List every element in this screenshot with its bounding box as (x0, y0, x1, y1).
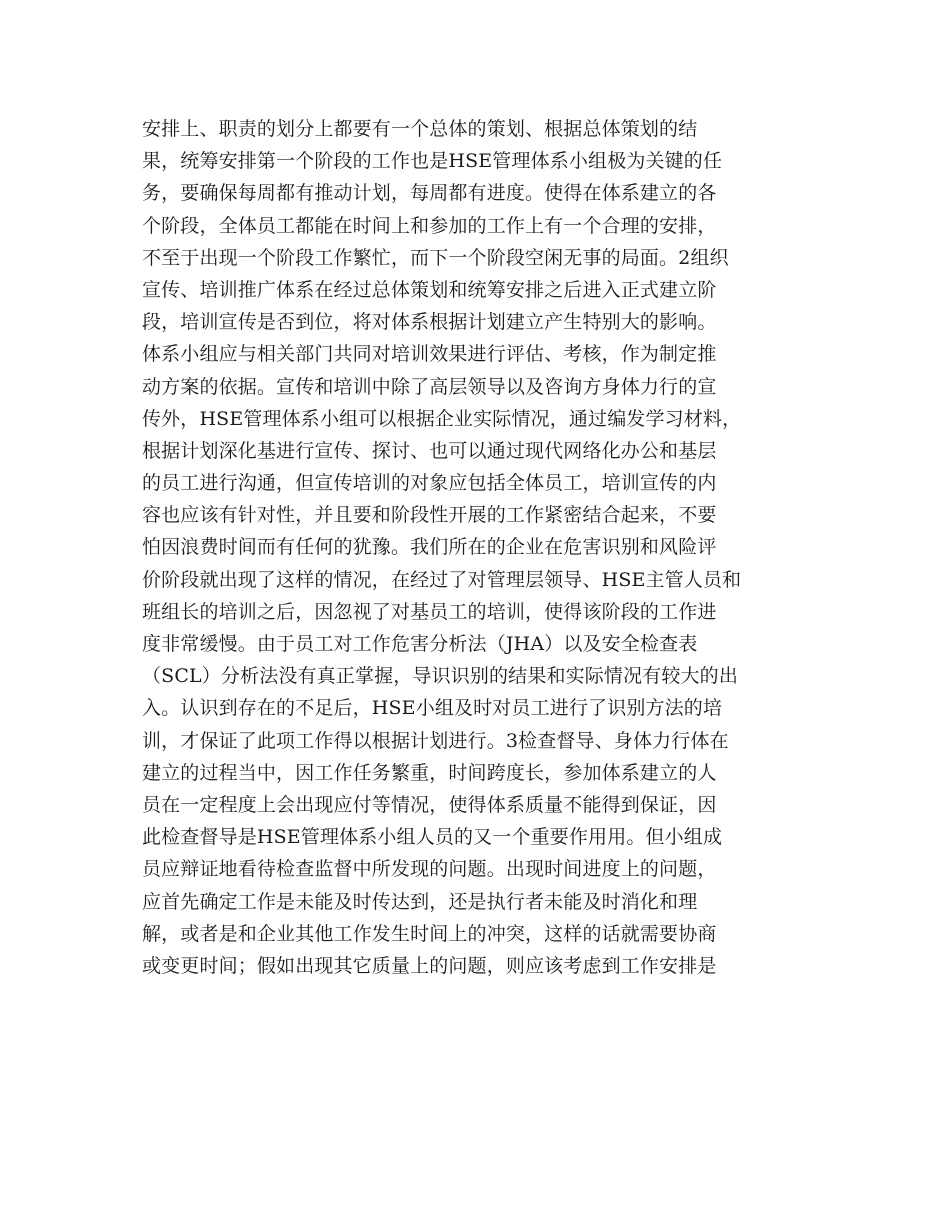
text-line: 怕因浪费时间而有任何的犹豫。我们所在的企业在危害识别和风险评 (142, 536, 717, 559)
text-line: 安排上、职责的划分上都要有一个总体的策划、根据总体策划的结 (142, 118, 698, 140)
text-line: 务，要确保每周都有推动计划，每周都有进度。使得在体系建立的各 (142, 182, 717, 205)
text-line: 个阶段，全体员工都能在时间上和参加的工作上有一个合理的安排， (142, 214, 717, 237)
text-line: 的员工进行沟通，但宣传培训的对象应包括全体员工，培训宣传的内 (142, 472, 717, 495)
text-line: 容也应该有针对性，并且要和阶段性开展的工作紧密结合起来，不要 (142, 504, 717, 527)
text-line: 或变更时间；假如出现其它质量上的问题，则应该考虑到工作安排是 (142, 954, 717, 977)
text-line: 度非常缓慢。由于员工对工作危害分析法（JHA）以及安全检查表 (142, 633, 698, 655)
text-line: 不至于出现一个阶段工作繁忙，而下一个阶段空闲无事的局面。2组织 (142, 246, 729, 269)
text-line: 应首先确定工作是未能及时传达到，还是执行者未能及时消化和理 (142, 890, 698, 913)
text-line: 训，才保证了此项工作得以根据计划进行。3检查督导、身体力行体在 (142, 729, 729, 752)
text-line: 宣传、培训推广体系在经过总体策划和统筹安排之后进入正式建立阶 (142, 278, 717, 301)
text-line: 解，或者是和企业其他工作发生时间上的冲突，这样的话就需要协商 (142, 922, 717, 945)
text-line: 员应辩证地看待检查监督中所发现的问题。出现时间进度上的问题， (142, 858, 717, 881)
body-text (142, 113, 822, 982)
text-line: 建立的过程当中，因工作任务繁重，时间跨度长，参加体系建立的人 (142, 761, 717, 784)
text-line: 体系小组应与相关部门共同对培训效果进行评估、考核，作为制定推 (142, 343, 717, 366)
text-line: 员在一定程度上会出现应付等情况，使得体系质量不能得到保证，因 (142, 793, 717, 816)
text-line: （SCL）分析法没有真正掌握，导识识别的结果和实际情况有较大的出 (142, 665, 738, 688)
text-line: 此检查督导是HSE管理体系小组人员的又一个重要作用用。但小组成 (142, 826, 723, 849)
text-line: 动方案的依据。宣传和培训中除了高层领导以及咨询方身体力行的宣 (142, 375, 717, 398)
text-line: 根据计划深化基进行宣传、探讨、也可以通过现代网络化办公和基层 (142, 439, 717, 462)
text-line: 入。认识到存在的不足后，HSE小组及时对员工进行了识别方法的培 (142, 697, 723, 720)
text-line: 传外，HSE管理体系小组可以根据企业实际情况，通过编发学习材料， (142, 407, 742, 430)
text-line: 段，培训宣传是否到位，将对体系根据计划建立产生特别大的影响。 (142, 311, 717, 334)
text-line: 价阶段就出现了这样的情况，在经过了对管理层领导、HSE主管人员和 (142, 568, 742, 591)
text-line: 果，统筹安排第一个阶段的工作也是HSE管理体系小组极为关键的任 (142, 150, 723, 173)
text-line: 班组长的培训之后，因忽视了对基员工的培训，使得该阶段的工作进 (142, 600, 717, 623)
